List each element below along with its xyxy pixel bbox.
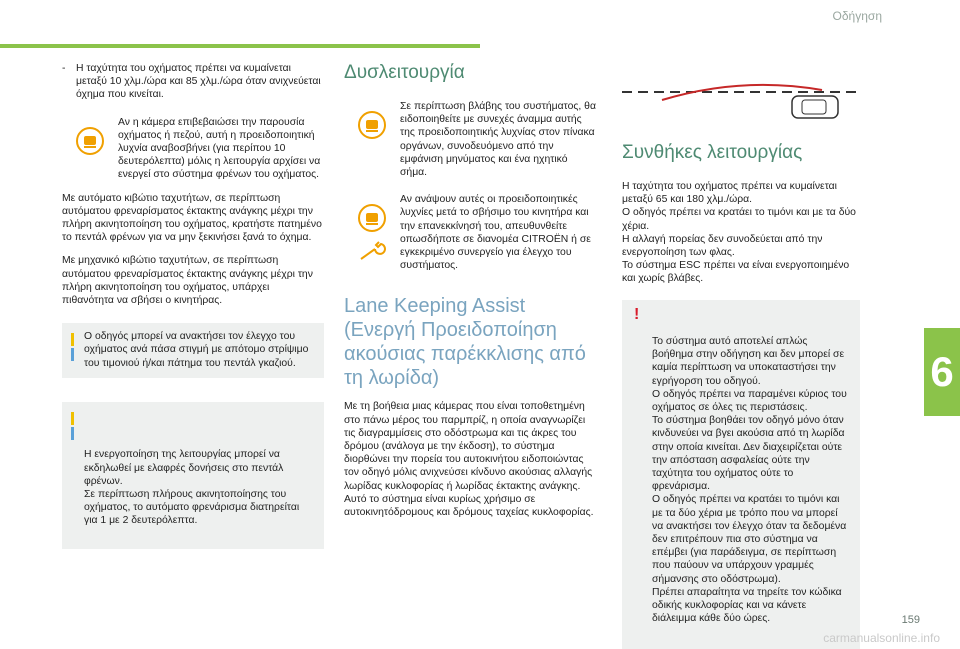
fault-lamp-text: Σε περίπτωση βλάβης του συστήματος, θα ειδοποιηθείτε με συνεχές άναμμα αυτής της προειδοποιητικής λυχνίας στον πίνακα οργάνων, συνοδευόμενο από την εμφάνιση μηνύματος και ένα ηχητικό σήμα. [400,101,596,179]
service-lamp-text: Αν ανάψουν αυτές οι προειδοποιητικές λυχνίες μετά το σβήσιμο του κινητήρα και την επανεκκίνησή του, απευθυνθείτε οπωσδήποτε σε διανομέα CITROËN ή σε εγκεκριμένο συνεργείο για έλεγχο του συστήματος. [400,194,591,272]
column-right [622,70,860,649]
section-title-malfunction: Δυσλειτουργία [344,62,465,83]
note-marker-yellow [71,412,74,425]
lane-keeping-description: Με τη βοήθεια μιας κάμερας που είναι τοποθετημένη στο πάνω μέρος του παρμπρίζ, η οποία αναγνωρίζει τις διαγραμμίσεις στο οδόστρωμα και τις άκρες του δρόμου (ανάλογα με την έκδοση), το σύστημα διορθώνει την πορεία του αυτοκινήτου ειδοποιώντας τον οδηγό μόλις ανιχνεύσει κίνδυνο ακούσιας αλλαγής λωρίδας κυκλοφορίας ή λωρίδας έκτακτης ανάγκης. Αυτό το σύστημα είναι κυρίως χρήσιμο σε αυτοκινητόδρομους και δρόμους ταχείας κυκλοφορίας. [344,401,594,519]
service-lamp-row [344,193,596,272]
section-title-lane-keeping: Lane Keeping Assist (Ενεργή Προειδοποίηση ακούσιας παρέκκλισης από τη λωρίδα) [344,295,586,390]
collision-warning-icon [344,100,400,179]
warning-lamp-text: Αν η κάμερα επιβεβαιώσει την παρουσία οχήματος ή πεζού, αυτή η προειδοποιητική λυχνία αναβοσβήνει (για περίπου 10 δευτερόλεπτα) μόλις η λειτουργία αρχίσει να ενεργεί στο σύστημα φρένων του οχήματος. [118,116,321,181]
header-accent-bar [0,44,480,48]
collision-warning-icon [62,116,118,182]
watermark-text: carmanualsonline.info [823,630,940,645]
conditions-text: Η ταχύτητα του οχήματος πρέπει να κυμαίνεται μεταξύ 65 και 180 χλμ./ώρα. Ο οδηγός πρέπει να κρατάει το τιμόνι και με τα δύο χέρια. Η αλλαγή πορείας δεν συνοδεύεται από την ενεργοποίηση των φλας. Το σύστημα ESC πρέπει να είναι ενεργοποιημένο και χωρίς βλάβες. [622,181,856,285]
warning-exclamation-icon: ! [634,305,640,323]
note-text: Η ενεργοποίηση της λειτουργίας μπορεί να εκδηλωθεί με ελαφρές δονήσεις στο πεντάλ φρένων. Σε περίπτωση πλήρους ακινητοποίησης του οχήματος, το αυτόματο φρενάρισμα διατηρείται για 1 με 2 δευτερόλεπτα. [84,449,300,527]
bullet-text: Η ταχύτητα του οχήματος πρέπει να κυμαίνεται μεταξύ 10 χλμ./ώρα και 85 χλμ./ώρα όταν ανιχνεύεται όχημα που κινείται. [76,63,321,101]
fault-lamp-row [344,100,596,179]
lamp-icons [344,193,400,272]
bullet-dash: - [62,63,66,74]
column-middle [344,62,596,519]
note-box [62,323,324,378]
page-header-title: Οδήγηση [832,9,882,23]
warning-lamp-row [62,116,324,182]
warning-text: Το σύστημα αυτό αποτελεί απλώς βοήθημα στην οδήγηση και δεν μπορεί σε καμία περίπτωση να υποκαταστήσει την εγρήγορση του οδηγού. Ο οδηγός πρέπει να παραμένει κύριος του οχήματος σε όλες τις περιστάσεις. Το σύστημα βοηθάει τον οδηγό μόνο όταν κινδυνεύει να βγει ακούσια από τη λωρίδα στην οποία κινείται. Δεν διαχειρίζεται ούτε την απόσταση ασφαλείας ούτε την ταχύτητα του οχήματος ούτε το φρενάρισμα. Ο οδηγός πρέπει να κρατάει το τιμόνι και με τα δύο χέρια με τρόπο που να μπορεί να ανακτήσει τον έλεγχο όταν τα δεδομένα δεν επιτρέπουν πια στο σύστημα να επέμβει (για παράδειγμα, σε περίπτωση που παύουν να υπάρχουν γραμμές σήμανσης στο οδόστρωμα). Πρέπει απαραίτητα να τηρείτε τον κώδικα οδικής κυκλοφορίας και να κάνετε διάλειμμα κάθε δύο ώρες. [652,336,847,625]
wrench-icon [357,241,387,263]
section-title-conditions: Συνθήκες λειτουργίας [622,142,803,163]
note-marker-blue [71,427,74,440]
lane-illustration [622,70,860,130]
paragraph-auto-gearbox: Με αυτόματο κιβώτιο ταχυτήτων, σε περίπτωση αυτόματου φρεναρίσματος έκτακτης ανάγκης μέχρι την πλήρη ακινητοποίηση του οχήματος, κρατήστε πατημένο το πεντάλ φρένων για να μην ξεκινήσει ξανά το όχημα. [62,192,322,244]
note-marker-blue [71,348,74,361]
bullet-item [62,62,324,102]
paragraph-manual-gearbox: Με μηχανικό κιβώτιο ταχυτήτων, σε περίπτωση αυτόματου φρεναρίσματος έκτακτης ανάγκης μέχρι την πλήρη ακινητοποίηση του οχήματος, υπάρχει πιθανότητα να σβήσει ο κινητήρας. [62,255,313,307]
collision-warning-icon [357,203,387,233]
note-text: Ο οδηγός μπορεί να ανακτήσει τον έλεγχο του οχήματος ανά πάσα στιγμή με απότομο στρίψιμο του τιμονιού ή/και πάτημα του πεντάλ γκαζιού. [84,331,309,369]
note-box [62,402,324,549]
warning-box [622,300,860,649]
note-marker-yellow [71,333,74,346]
page-number: 159 [901,613,920,626]
column-left [62,62,324,549]
chapter-number-tab: 6 [924,328,960,416]
